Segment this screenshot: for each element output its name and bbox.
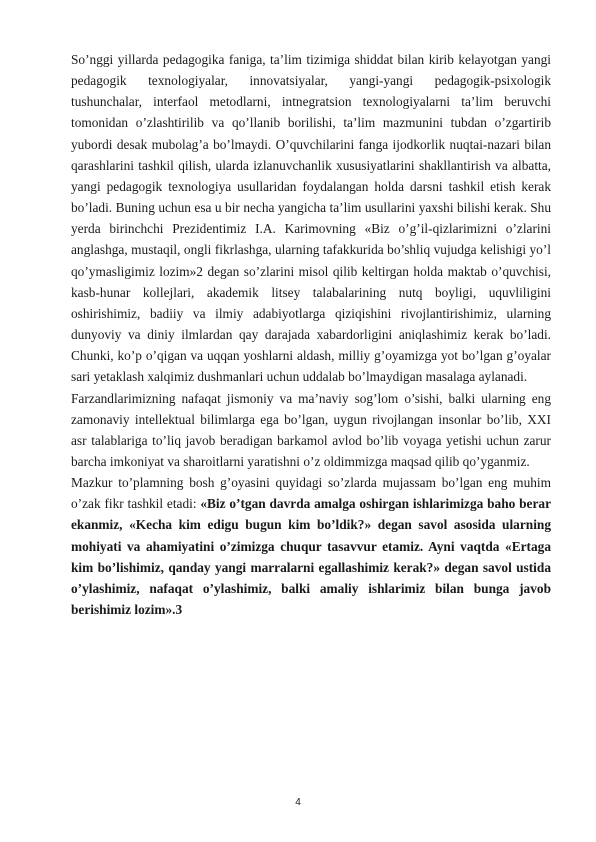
paragraph-3-intro: Mazkur to’plamning bosh g’oyasini quyidagi so’zlarda mujassam bo’lgan eng muhim o’zak fikr tashkil etadi: [71,475,551,512]
paragraph-3 [71,472,551,620]
document-body [71,49,551,620]
paragraph-2: Farzandlarimizning nafaqat jismoniy va ma’naviy sog’lom o’sishi, balki ularning eng zamonaviy intellektual bilimlarga ega bo’lgan, uygun rivojlangan insonlar bo’lib, XXI asr talablariga to’liq javob beradigan barkamol avlod bo’lib voyaga yetishi uchun zarur barcha imkoniyat va sharoitlarni yaratishni o’z oldimmizga maqsad qilib qo’yganmiz. [71,390,551,469]
paragraph-1: So’nggi yillarda pedagogika faniga, ta’lim tizimiga shiddat bilan kirib kelayotgan yangi pedagogik texnologiyalar, innovatsiyalar, yangi-yangi pedagogik-psixologik tushunchalar, interfaol metodlarni, intnegratsion texnologiyalarni ta’lim beruvchi tomonidan o’zlashtirilib va qo’llanib borilishi, ta’lim mazmunini tubdan o’zgartirib yubordi desak mubolag’a bo’lmaydi. O’quvchilarini fanga ijodkorlik nuqtai-nazari bilan qarashlarini tashkil qilish, ularda izlanuvchanlik xususiyatlarini shakllantirish va albatta, yangi pedagogik texnologiya usullaridan foydalangan holda darsni tashkil etish kerak bo’ladi. Buning uchun esa u bir necha yangicha ta’lim usullarini yaxshi bilishi kerak. Shu yerda birinchchi Prezidentimiz I.A. Karimovning «Biz o’g’il-qizlarimizni o’zlarini anglashga, mustaqil, ongli fikrlashga, ularning tafakkurida bo’shliq vujudga kelishigi yo’l qo’ymasligimiz lozim»2 degan so’zlarini misol qilib keltirgan holda maktab o’quvchisi, kasb-hunar kollejlari, akademik litsey talabalarining nutq boyligi, uquvliligini oshirishimiz, badiiy va ilmiy adabiyotlarga qiziqishini rivojlantirishimiz, ularning dunyoviy va diniy ilmlardan qay darajada xabardorligini aniqlashimiz kerak bo’ladi. Chunki, ko’p o’qigan va uqqan yoshlarni aldash, milliy g’oyamizga yot bo’lgan g’oyalar sari yetaklash xalqimiz dushmanlari uchun uddalab bo’lmaydigan masalaga aylanadi. [71,52,551,385]
paragraph-3-quote: «Biz o’tgan davrda amalga oshirgan ishlarimizga baho berar ekanmiz, «Kecha kim edigu bugun kim bo’ldik?» degan savol asosida ularning mohiyati va ahamiyatini o’zimizga chuqur tasavvur etamiz. Ayni vaqtda «Ertaga kim bo’lishimiz, qanday yangi marralarni egallashimiz kerak?» degan savol ustida o’ylashimiz, nafaqat o’ylashimiz, balki amaliy ishlarimiz bilan bunga javob berishimiz lozim».3 [71,496,551,618]
page-number: 4 [295,797,301,808]
